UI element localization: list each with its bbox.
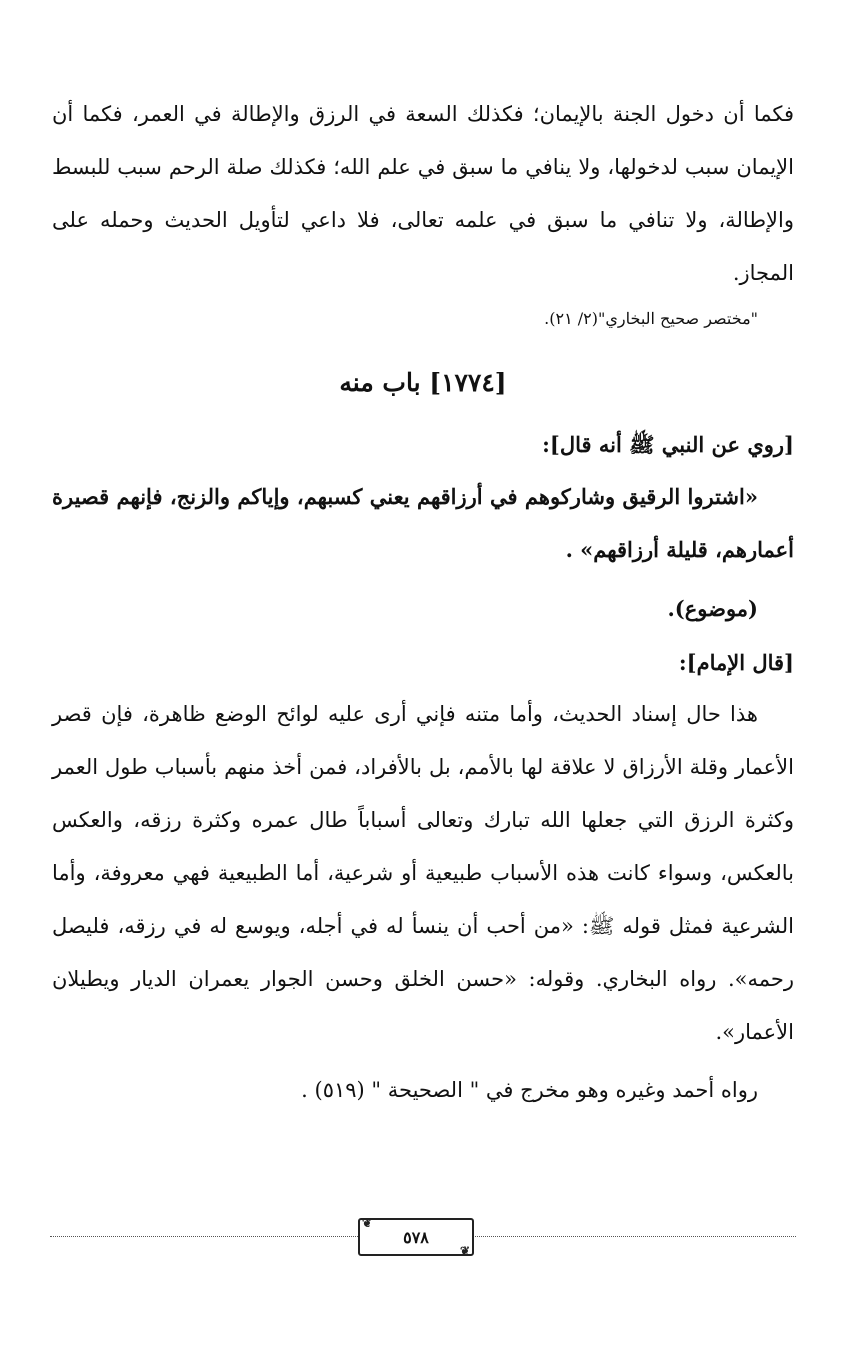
page-number: ٥٧٨ <box>403 1227 429 1247</box>
footer-rule-left <box>50 1236 358 1237</box>
narration-intro: [روي عن النبي ﷺ أنه قال]: <box>542 432 794 457</box>
page-content <box>52 88 794 1115</box>
source-citation: "مختصر صحيح البخاري"(٢/ ٢١). <box>544 309 758 328</box>
imam-heading: [قال الإمام]: <box>678 650 794 675</box>
page-footer <box>50 1216 796 1258</box>
ornament-icon: ❦ <box>459 1244 470 1258</box>
page-number-box <box>358 1218 474 1256</box>
hadith-text: «اشتروا الرقيق وشاركوهم في أرزاقهم يعني كسبهم، وإياكم والزنج، فإنهم قصيرة أعمارهم، قليلة أرزاقهم» . <box>52 484 794 562</box>
chapter-title: [١٧٧٤] باب منه <box>339 368 507 397</box>
opening-paragraph: فكما أن دخول الجنة بالإيمان؛ فكذلك السعة في الرزق والإطالة في العمر، فكما أن الإيمان سبب لدخولها، ولا ينافي ما سبق في علم الله؛ فكذلك صلة الرحم سبب للبسط والإطالة، ولا تنافي ما سبق في علمه تعالى، فلا داعي لتأويل الحديث وحمله على المجاز. <box>52 102 794 285</box>
ornament-icon: ❦ <box>362 1216 373 1230</box>
hadith-grading: (موضوع). <box>667 596 758 621</box>
final-reference: رواه أحمد وغيره وهو مخرج في " الصحيحة " (٥١٩) . <box>301 1078 758 1102</box>
footer-rule-right <box>472 1236 796 1237</box>
commentary-paragraph: هذا حال إسناد الحديث، وأما متنه فإني أرى عليه لوائح الوضع ظاهرة، فإن قصر الأعمار وقلة الأرزاق لا علاقة لها بالأمم، بل بالأفراد، فمن أخذ منهم بأسباب طول العمر وكثرة الرزق التي جعلها الله تبارك وتعالى أسباباً طال عمره وكثرة رزقه، والعكس بالعكس، وسواء كانت هذه الأسباب طبيعية أو شرعية، أما الطبيعية فهي معروفة، وأما الشرعية فمثل قوله ﷺ: «من أحب أن ينسأ له في أجله، ويوسع له في رزقه، فليصل رحمه». رواه البخاري. وقوله: «حسن الخلق وحسن الجوار يعمران الديار ويطيلان الأعمار». <box>52 702 794 1044</box>
